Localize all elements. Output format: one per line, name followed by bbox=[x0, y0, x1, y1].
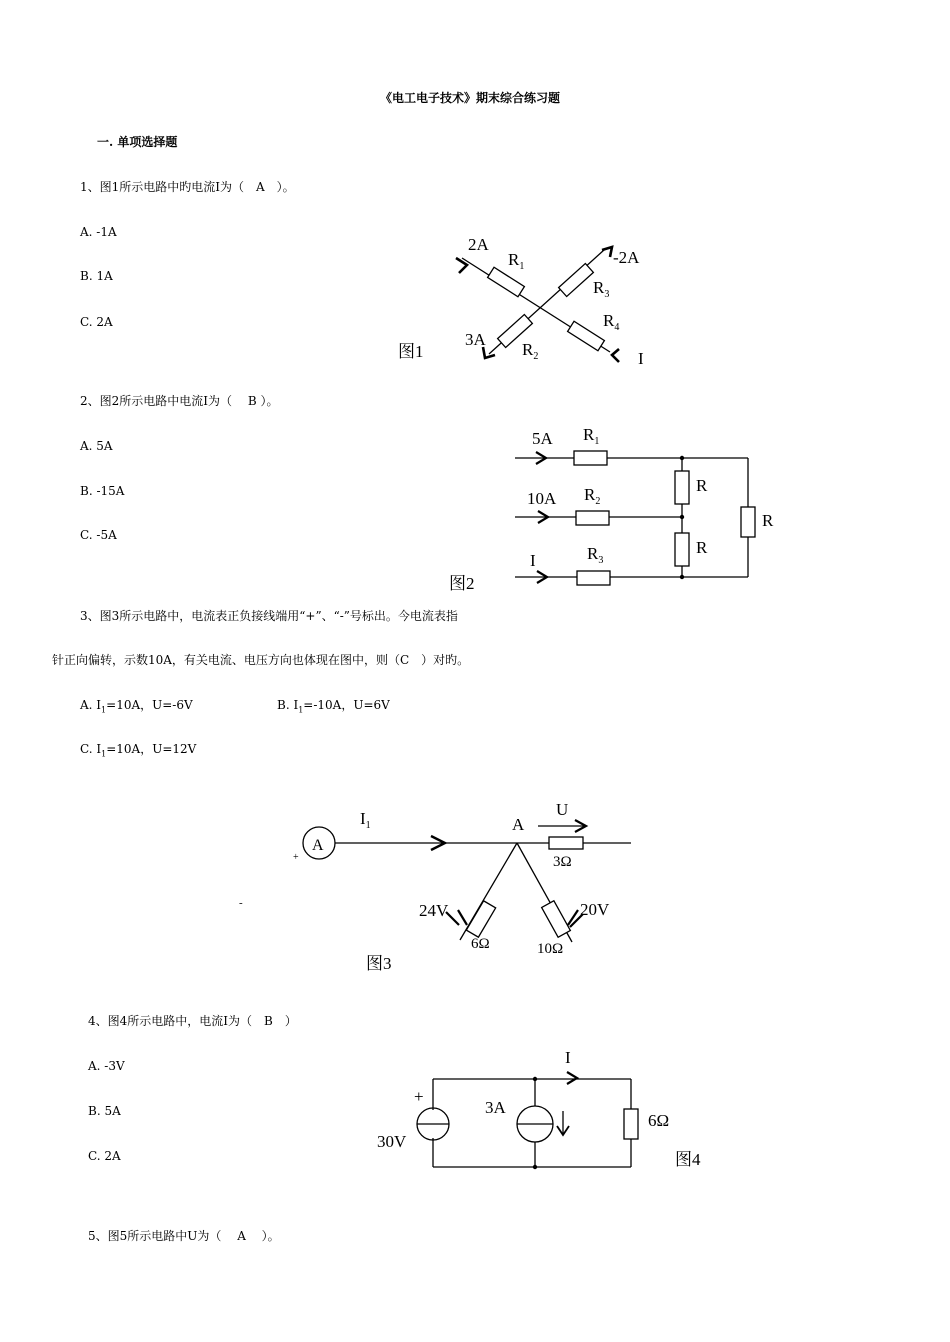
question-1-option-b: B. 1A bbox=[80, 269, 113, 283]
question-2-stem: 2、图2所示电路中电流I为（ B ）。 bbox=[80, 394, 279, 408]
fig2-resistor-r2: $R_2$ bbox=[584, 485, 601, 507]
fig3-voltage-u: U bbox=[556, 800, 569, 819]
fig3-current-i1: $I_1$ bbox=[360, 809, 371, 831]
question-2-option-c: C. -5A bbox=[80, 528, 117, 542]
fig1-current-i: I bbox=[638, 349, 644, 368]
figure-2-circuit bbox=[515, 451, 755, 585]
question-1-option-a: A. -1A bbox=[80, 225, 117, 239]
fig4-current-i: I bbox=[565, 1048, 571, 1067]
question-1-stem: 1、图1所示电路中旳电流I为（ A ）。 bbox=[80, 180, 295, 194]
fig2-load-r-right: R bbox=[762, 511, 774, 530]
figure-4-caption: 图4 bbox=[675, 1150, 701, 1169]
question-3-option-b: B. $I_1=-10A$，U=6V bbox=[277, 698, 390, 715]
fig2-load-r-bottom: R bbox=[696, 538, 708, 557]
fig2-resistor-r3: $R_3$ bbox=[587, 544, 604, 566]
fig2-load-r-top: R bbox=[696, 476, 708, 495]
question-2-option-a: A. 5A bbox=[80, 439, 113, 453]
question-4-option-a: A. -3V bbox=[88, 1059, 125, 1073]
figure-4-circuit bbox=[417, 1072, 638, 1167]
question-4-option-b: B. 5A bbox=[88, 1104, 121, 1118]
fig3-resistor-6ohm: 6Ω bbox=[471, 936, 490, 952]
fig3-resistor-10ohm: 10Ω bbox=[537, 941, 564, 957]
page-title: 《电工电子技术》期末综合练习题 bbox=[380, 91, 561, 105]
fig4-current-source: 3A bbox=[485, 1098, 506, 1117]
fig3-resistor-3ohm: 3Ω bbox=[553, 854, 572, 870]
question-1-option-c: C. 2A bbox=[80, 315, 113, 329]
figure-2-caption: 图2 bbox=[449, 574, 475, 593]
question-5-stem: 5、图5所示电路中U为（ A ）。 bbox=[88, 1229, 280, 1243]
fig1-resistor-r2: $R_2$ bbox=[522, 340, 539, 362]
fig3-source-24v: 24V bbox=[419, 901, 449, 920]
section-heading: 一. 单项选择题 bbox=[97, 135, 178, 149]
figure-3-circuit bbox=[303, 820, 631, 942]
fig1-current-3a: 3A bbox=[465, 330, 486, 349]
question-3-stem-line1: 3、图3所示电路中，电流表正负接线端用“+”、“-”号标出。今电流表指 bbox=[80, 609, 458, 623]
fig1-resistor-r4: $R_4$ bbox=[603, 311, 620, 333]
fig1-current-2a: 2A bbox=[468, 235, 489, 254]
fig3-plus-sign: + bbox=[293, 852, 299, 863]
fig4-plus-sign: + bbox=[414, 1087, 424, 1106]
fig1-resistor-r3: $R_3$ bbox=[593, 278, 610, 300]
figure-3-caption: 图3 bbox=[366, 954, 392, 973]
fig4-resistor-6ohm: 6Ω bbox=[648, 1111, 670, 1130]
fig3-node-a: A bbox=[512, 815, 525, 834]
fig1-current-neg2a: -2A bbox=[613, 248, 640, 267]
question-2-option-b: B. -15A bbox=[80, 484, 125, 498]
question-3-option-c: C. $I_1=10A$，U=12V bbox=[80, 742, 197, 759]
fig2-current-5a: 5A bbox=[532, 429, 553, 448]
fig2-current-i: I bbox=[530, 551, 536, 570]
question-3-stem-line2: 针正向偏转，示数10A，有关电流、电压方向也体现在图中，则（C ）对旳。 bbox=[52, 653, 470, 667]
fig1-resistor-r1: $R_1$ bbox=[508, 250, 525, 272]
fig3-source-20v: 20V bbox=[580, 900, 610, 919]
question-3-option-a: A. $I_1=10A$，U=-6V bbox=[80, 698, 193, 715]
question-4-stem: 4、图4所示电路中，电流I为（ B ） bbox=[88, 1014, 297, 1028]
fig2-resistor-r1: $R_1$ bbox=[583, 425, 600, 447]
fig3-minus-sign: - bbox=[239, 897, 243, 909]
fig4-voltage-source: 30V bbox=[377, 1132, 407, 1151]
question-4-option-c: C. 2A bbox=[88, 1149, 121, 1163]
figure-1-caption: 图1 bbox=[398, 342, 424, 361]
fig2-current-10a: 10A bbox=[527, 489, 557, 508]
fig3-ammeter-label: A bbox=[312, 837, 324, 854]
